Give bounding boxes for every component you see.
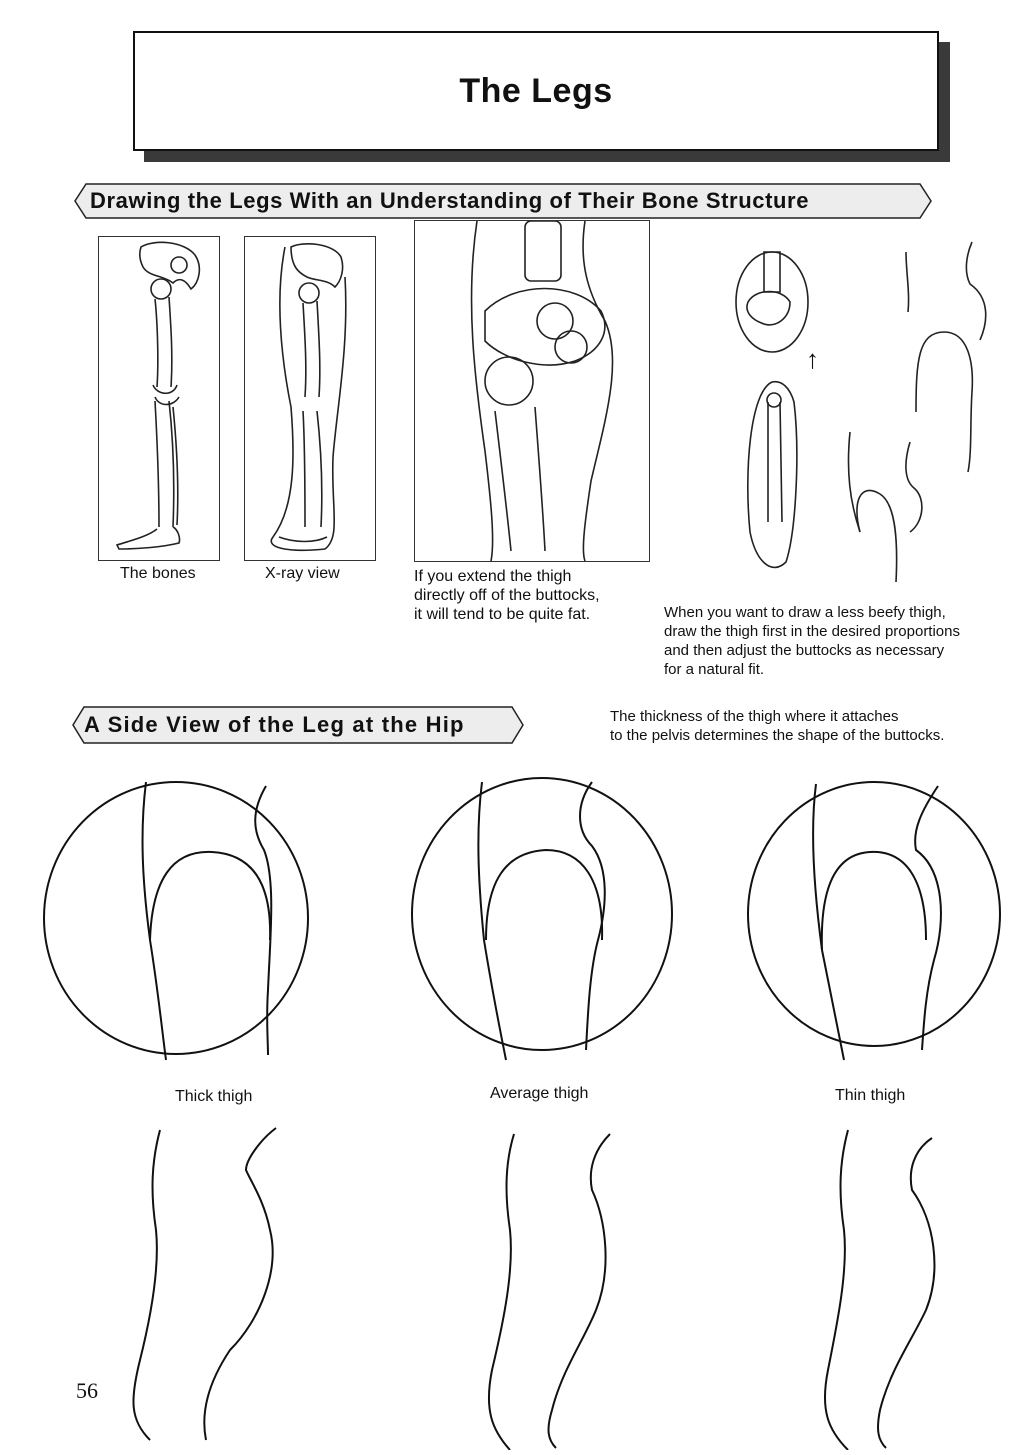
caption-less-beefy: When you want to draw a less beefy thigh, draw the thigh first in the desired proportions and then adjust the buttocks as necessary for a natural fit. <box>664 604 960 678</box>
average-thigh-circle <box>406 770 686 1070</box>
hip-closeup-panel <box>414 220 650 562</box>
page-title: The Legs <box>459 71 613 110</box>
label-thin-thigh: Thin thigh <box>835 1087 906 1104</box>
caption-bones: The bones <box>120 565 196 582</box>
bones-panel <box>98 236 220 561</box>
thick-thigh-circle <box>40 770 340 1070</box>
thigh-adjustment-sketches <box>720 232 1020 592</box>
thickness-note: The thickness of the thigh where it attaches to the pelvis determines the shape of the buttocks. <box>610 708 945 744</box>
page-number: 56 <box>76 1378 98 1403</box>
label-average-thigh: Average thigh <box>490 1085 589 1102</box>
leg-outline-sketches <box>100 1120 1020 1450</box>
label-thick-thigh: Thick thigh <box>175 1088 253 1105</box>
section-heading-side-view: A Side View of the Leg at the Hip <box>72 706 524 744</box>
caption-fat-thigh: If you extend the thigh directly off of the buttocks, it will tend to be quite fat. <box>414 568 600 623</box>
hip-bone-illustration <box>415 221 649 561</box>
caption-xray: X-ray view <box>265 565 340 582</box>
skeleton-leg-illustration <box>99 237 219 560</box>
xray-leg-illustration <box>245 237 375 560</box>
xray-panel <box>244 236 376 561</box>
title-box <box>133 31 939 151</box>
up-arrow-icon: ↑ <box>806 344 819 374</box>
section-heading-bone-structure: Drawing the Legs With an Understanding of Their Bone Structure <box>74 183 932 219</box>
thin-thigh-circle <box>744 770 1014 1070</box>
